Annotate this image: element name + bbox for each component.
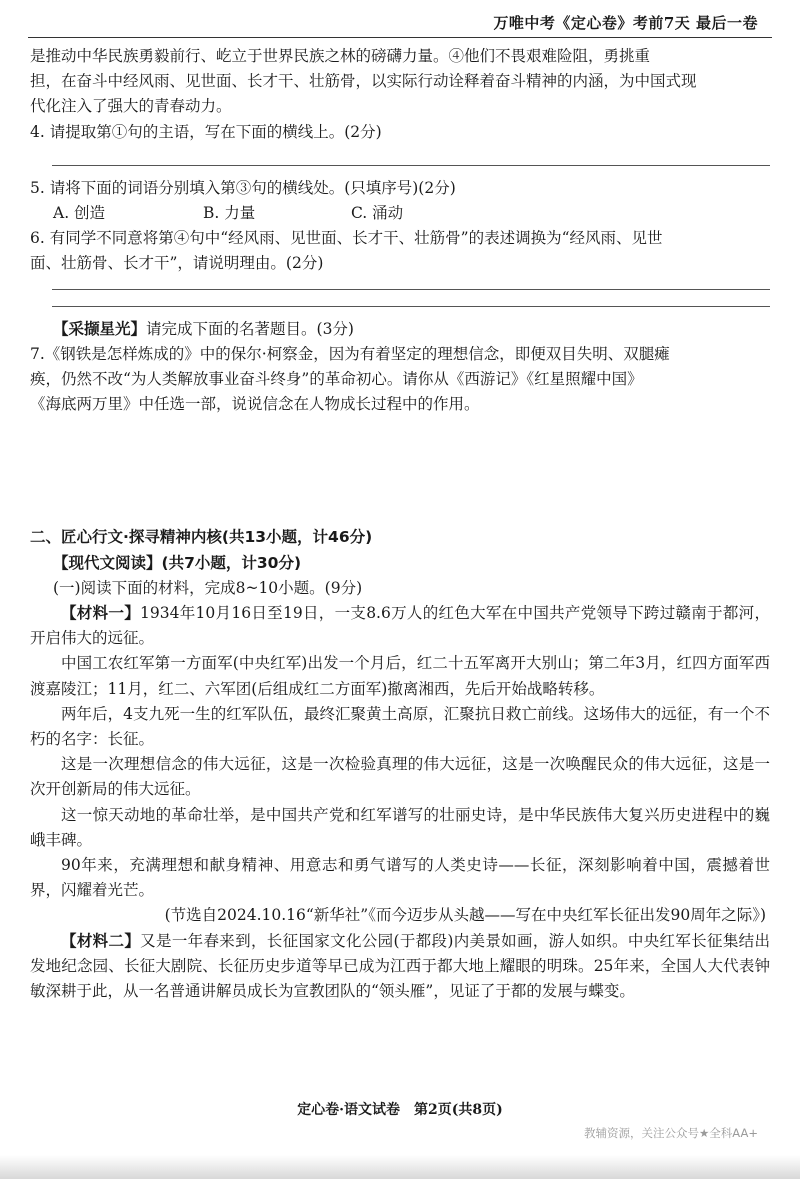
star-label: 【采撷星光】 [53, 319, 147, 338]
page-content [30, 44, 770, 1004]
option-a: A. 创造 [53, 204, 106, 223]
material-1-source: (节选自2024.10.16“新华社”《而今迈步从头越——写在中央红军长征出发90周年之际》) [164, 906, 766, 925]
page-header: 万唯中考《定心卷》考前7天 最后一卷 [493, 14, 758, 32]
material-1-paragraph-5: 这一惊天动地的革命壮举，是中国共产党和红军谱写的壮丽史诗，是中华民族伟大复兴历史进程中的巍峨丰碑。 [30, 805, 770, 849]
section-2-title: 二、匠心行文·探寻精神内核(共13小题，计46分) [30, 528, 373, 547]
answer-line-q4[interactable] [52, 165, 770, 166]
section-2-part1: (一)阅读下面的材料，完成8~10小题。(9分) [53, 578, 363, 597]
material-1-paragraph-1: 【材料一】1934年10月16日至19日，一支8.6万人的红色大军在中国共产党领导下跨过赣南于都河，开启伟大的远征。 [30, 604, 770, 648]
question-4: 4. 请提取第①句的主语，写在下面的横线上。(2分) [30, 122, 382, 141]
star-text: 请完成下面的名著题目。(3分) [146, 319, 354, 338]
question-5-options [30, 201, 770, 226]
question-5: 5. 请将下面的词语分别填入第③句的横线处。(只填序号)(2分) [30, 178, 456, 197]
answer-line-q6-1[interactable] [52, 289, 770, 290]
question-7-line: 痪，仍然不改“为人类解放事业奋斗终身”的革命初心。请你从《西游记》《红星照耀中国》 [30, 370, 643, 389]
material-1-paragraph-4: 这是一次理想信念的伟大远征，这是一次检验真理的伟大远征，这是一次唤醒民众的伟大远征，这是一次开创新局的伟大远征。 [30, 755, 770, 799]
material-1-paragraph-3: 两年后，4支九死一生的红军队伍，最终汇聚黄土高原，汇聚抗日救亡前线。这场伟大的远征，有一个不朽的名字：长征。 [30, 704, 770, 749]
top-paragraph [30, 44, 770, 120]
question-7 [30, 342, 770, 418]
section-2-subtitle: 【现代文阅读】(共7小题，计30分) [53, 553, 302, 572]
question-6-line: 6. 有同学不同意将第④句中“经风雨、见世面、长才干、壮筋骨”的表述调换为“经风雨、见世 [30, 229, 663, 248]
top-paragraph-line: 担，在奋斗中经风雨、见世面、长才干、壮筋骨，以实际行动诠释着奋斗精神的内涵，为中国式现 [30, 72, 697, 91]
question-7-line: 《海底两万里》中任选一部，说说信念在人物成长过程中的作用。 [30, 395, 480, 414]
question-6-line: 面、壮筋骨、长才干”，请说明理由。(2分) [30, 254, 324, 273]
answer-space-q7[interactable] [30, 417, 770, 525]
question-7-line: 7.《钢铁是怎样炼成的》中的保尔·柯察金，因为有着坚定的理想信念，即便双目失明、双腿瘫 [30, 344, 670, 363]
option-b: B. 力量 [203, 204, 256, 223]
scan-edge-shadow [0, 1155, 800, 1179]
page-footer: 定心卷·语文试卷 第2页(共8页) [297, 1102, 503, 1118]
header-rule [28, 37, 772, 38]
watermark-text: 教辅资源，关注公众号★全科AA+ [584, 1126, 758, 1140]
star-section [30, 317, 770, 342]
material-1-paragraph-2: 中国工农红军第一方面军(中央红军)出发一个月后，红二十五军离开大别山；第二年3月，红四方面军西渡嘉陵江；11月，红二、六军团(后组成红二方面军)撤离湘西，先后开始战略转移。 [30, 654, 770, 698]
option-c: C. 涌动 [351, 204, 404, 223]
material-2-paragraph: 【材料二】又是一年春来到，长征国家文化公园(于都段)内美景如画，游人如织。中央红军长征集结出发地纪念园、长征大剧院、长征历史步道等早已成为江西于都大地上耀眼的明珠。25年来，全国人大代表钟敏深耕于此，从一名普通讲解员成长为宣教团队的“领头雁”，见证了于都的发展与蝶变。 [30, 931, 770, 1001]
material-2-label: 【材料二】 [61, 931, 141, 950]
question-6 [30, 226, 770, 276]
material-1-label: 【材料一】 [61, 604, 140, 623]
top-paragraph-line: 是推动中华民族勇毅前行、屹立于世界民族之林的磅礴力量。④他们不畏艰难险阻，勇挑重 [30, 47, 651, 65]
answer-line-q6-2[interactable] [52, 306, 770, 307]
top-paragraph-line: 代化注入了强大的青春动力。 [30, 97, 232, 116]
material-1-paragraph-6: 90年来，充满理想和献身精神、用意志和勇气谱写的人类史诗——长征，深刻影响着中国，震撼着世界，闪耀着光芒。 [30, 856, 770, 900]
